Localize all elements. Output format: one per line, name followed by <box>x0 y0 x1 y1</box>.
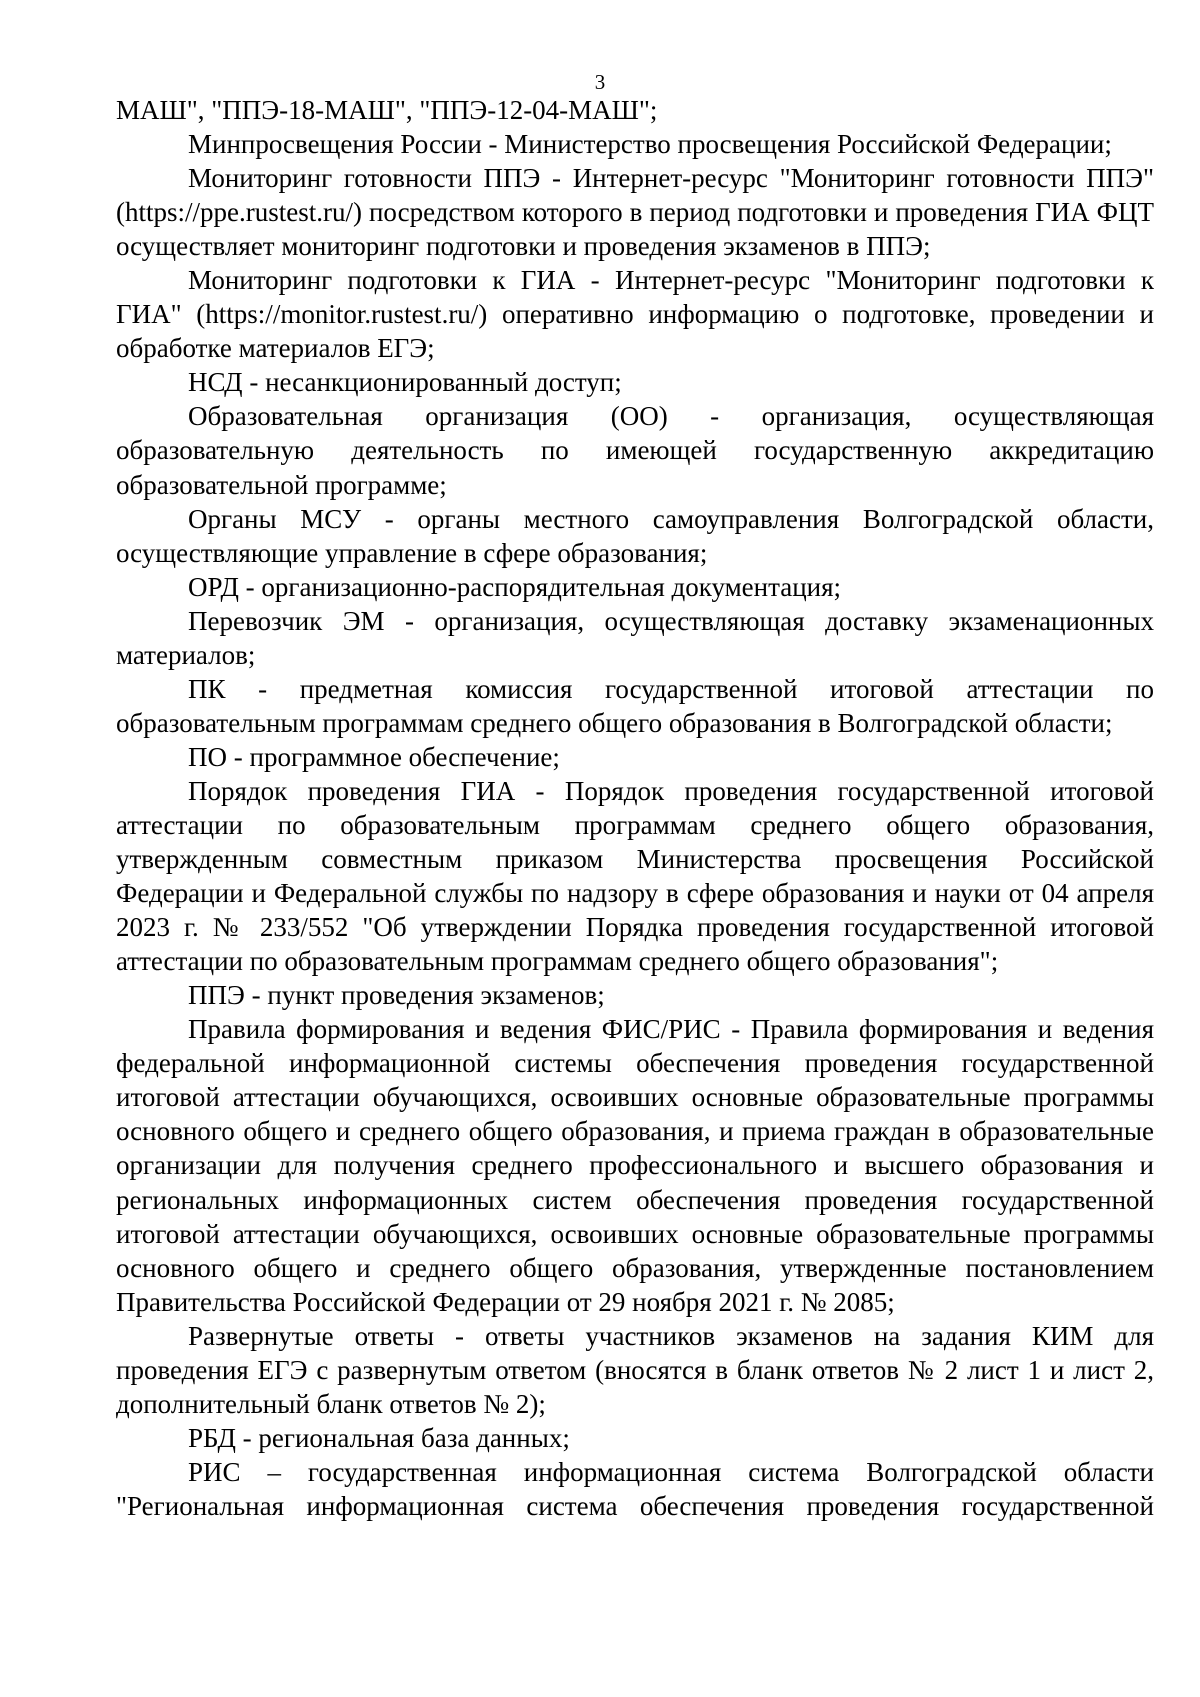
definition-ris: РИС – государственная информационная система Волгоградской области "Региональная информационная система обеспечения проведения государственной <box>116 1456 1154 1521</box>
definition-po: ПО - программное обеспечение; <box>188 741 560 772</box>
definition-monitoring-gia: Мониторинг подготовки к ГИА - Интернет-ресурс "Мониторинг подготовки к ГИА" (https://monitor.rustest.ru/) оперативно информацию о подготовке, проведении и обработке материалов ЕГЭ; <box>116 265 1154 364</box>
definition-oo: Образовательная организация (ОО) - организация, осуществляющая образовательную деятельность по имеющей государственную аккредитацию образовательной программе; <box>116 401 1154 500</box>
definition-perevozchik-em: Перевозчик ЭМ - организация, осуществляющая доставку экзаменационных материалов; <box>116 605 1154 670</box>
definition-razvernutye-otvety: Развернутые ответы - ответы участников экзаменов на задания КИМ для проведения ЕГЭ с развернутым ответом (вносятся в бланк ответов № 2 лист 1 и лист 2, дополнительный бланк ответов № 2); <box>116 1320 1154 1419</box>
definition-ord: ОРД - организационно-распорядительная документация; <box>188 571 842 602</box>
definition-monitoring-ppe: Мониторинг готовности ППЭ - Интернет-ресурс "Мониторинг готовности ППЭ" (https://ppe.rustest.ru/) посредством которого в период подготовки и проведения ГИА ФЦТ осуществляет мониторинг подготовки и проведения экзаменов в ППЭ; <box>116 163 1154 262</box>
paragraph-continuation: МАШ", "ППЭ-18-МАШ", "ППЭ-12-04-МАШ"; <box>116 95 658 125</box>
definition-minprosveshcheniya: Минпросвещения России - Министерство просвещения Российской Федерации; <box>188 129 1112 160</box>
definition-pravila-fis-ris: Правила формирования и ведения ФИС/РИС - Правила формирования и ведения федеральной информационной системы обеспечения проведения государственной итоговой аттестации обучающихся, освоивших основные образовательные программы основного общего и среднего общего образования, и приема граждан в образовательные организации для получения среднего профессионального и высшего образования и региональных информационных систем обеспечения проведения государственной итоговой аттестации обучающихся, освоивших основные образовательные программы основного общего и среднего общего образования, утвержденные постановлением Правительства Российской Федерации от 29 ноября 2021 г. № 2085; <box>116 1014 1154 1317</box>
page-number: 3 <box>594 70 606 94</box>
definition-pk: ПК - предметная комиссия государственной итоговой аттестации по образовательным программам среднего общего образования в Волгоградской области; <box>116 673 1154 738</box>
definition-ppe: ППЭ - пункт проведения экзаменов; <box>188 980 605 1011</box>
definition-rbd: РБД - региональная база данных; <box>188 1422 570 1453</box>
document-body <box>116 93 1154 1523</box>
definition-nsd: НСД - несанкционированный доступ; <box>188 367 622 398</box>
definition-poryadok-gia: Порядок проведения ГИА - Порядок проведения государственной итоговой аттестации по образовательным программам среднего общего образования, утвержденным совместным приказом Министерства просвещения Российской Федерации и Федеральной службы по надзору в сфере образования и науки от 04 апреля 2023 г. № 233/552 "Об утверждении Порядка проведения государственной итоговой аттестации по образовательным программам среднего общего образования"; <box>116 775 1154 977</box>
definition-organy-msu: Органы МСУ - органы местного самоуправления Волгоградской области, осуществляющие управление в сфере образования; <box>116 503 1154 568</box>
